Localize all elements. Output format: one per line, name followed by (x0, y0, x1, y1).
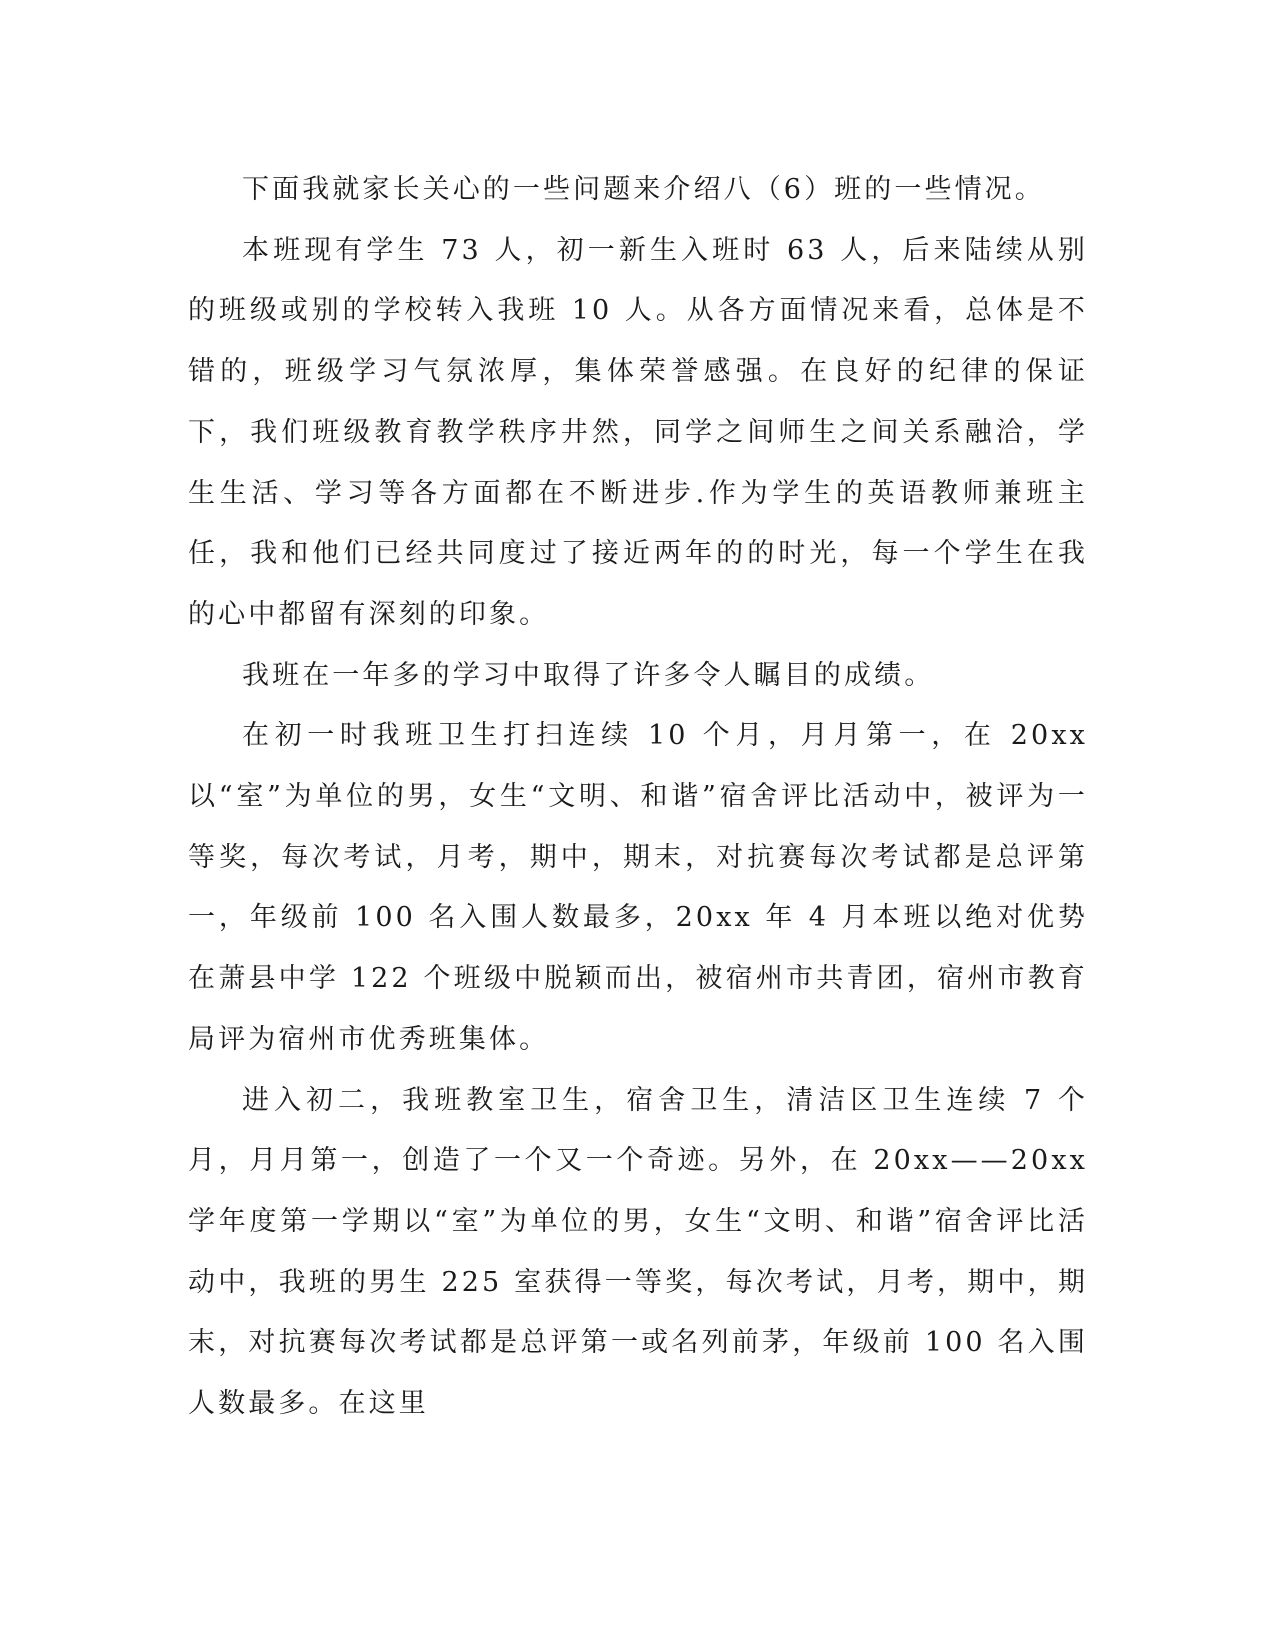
document-body (188, 160, 1088, 1435)
paragraph-grade-two-achievements: 进入初二，我班教室卫生，宿舍卫生，清洁区卫生连续 7 个月，月月第一，创造了一个又一个奇迹。另外，在 20xx——20xx 学年度第一学期以“室”为单位的男，女生“文明、和谐”宿舍评比活动中，我班的男生 225 室获得一等奖，每次考试，月考，期中，期末，对抗赛每次考试都是总评第一或名列前茅，年级前 100 名入围人数最多。在这里 (188, 1084, 1088, 1420)
paragraph-grade-one-achievements: 在初一时我班卫生打扫连续 10 个月，月月第一，在 20xx 以“室”为单位的男，女生“文明、和谐”宿舍评比活动中，被评为一等奖，每次考试，月考，期中，期末，对抗赛每次考试都是总评第一，年级前 100 名入围人数最多，20xx 年 4 月本班以绝对优势在萧县中学 122 个班级中脱颖而出，被宿州市共青团，宿州市教育局评为宿州市优秀班集体。 (188, 720, 1088, 1055)
paragraph-class-overview: 本班现有学生 73 人，初一新生入班时 63 人，后来陆续从别的班级或别的学校转入我班 10 人。从各方面情况来看，总体是不错的，班级学习气氛浓厚，集体荣誉感强。在良好的纪律的保证下，我们班级教育教学秩序井然，同学之间师生之间关系融洽，学生生活、学习等各方面都在不断进步.作为学生的英语教师兼班主任，我和他们已经共同度过了接近两年的的时光，每一个学生在我的心中都留有深刻的印象。 (188, 234, 1088, 630)
paragraph-intro: 下面我就家长关心的一些问题来介绍八（6）班的一些情况。 (242, 174, 1045, 205)
paragraph-achievements-intro: 我班在一年多的学习中取得了许多令人瞩目的成绩。 (242, 659, 935, 691)
